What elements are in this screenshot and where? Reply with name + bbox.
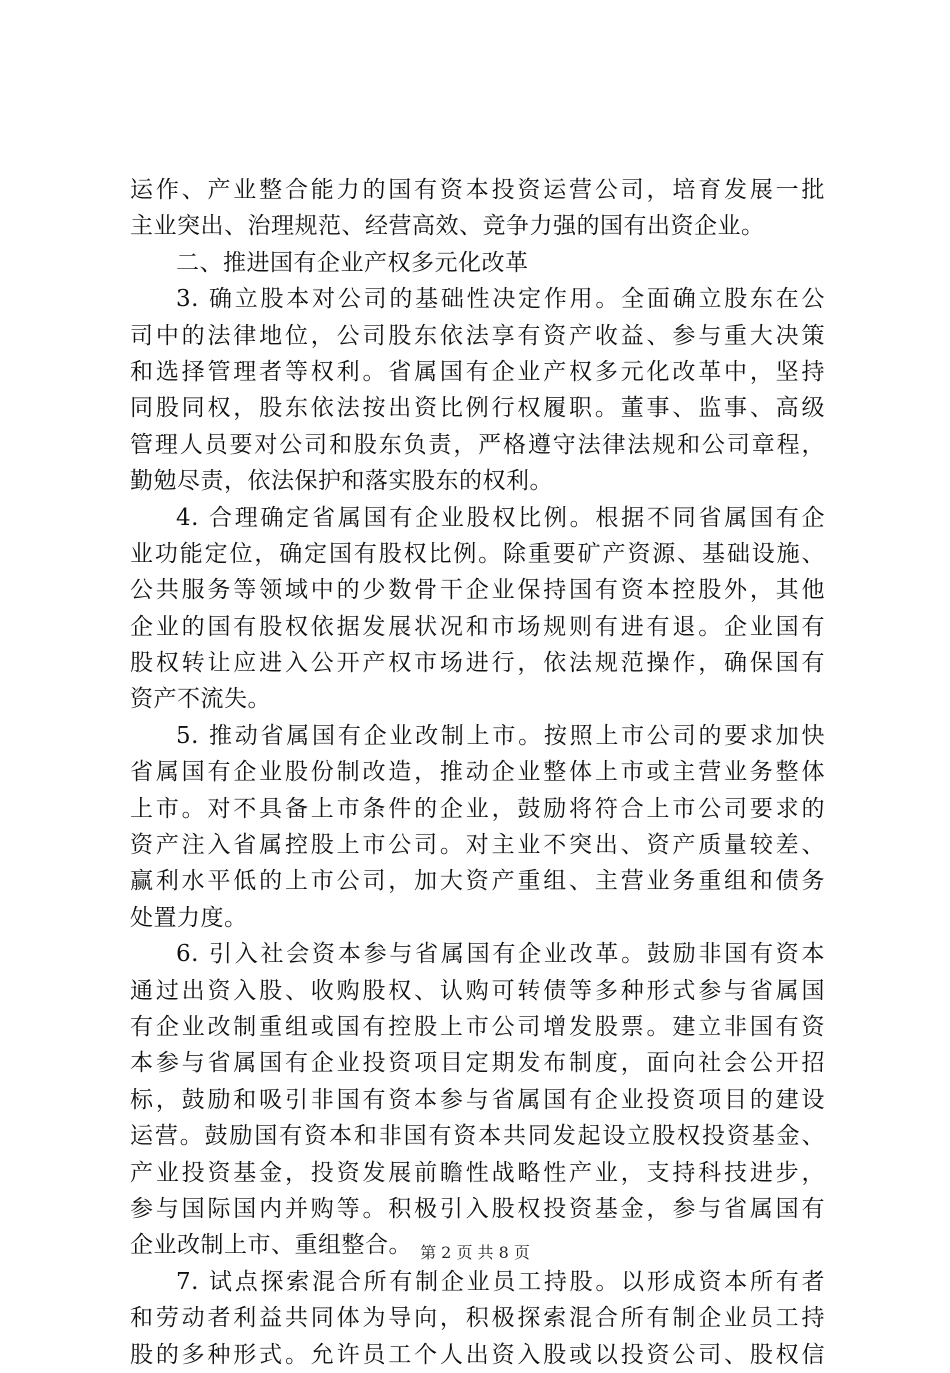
- text-line: 运营。鼓励国有资本和非国有资本共同发起设立股权投资基金、: [130, 1123, 825, 1150]
- text-line: 二、推进国有企业产权多元化改革: [176, 249, 529, 276]
- text-line: 资产不流失。: [130, 686, 271, 713]
- text-line: 标，鼓励和吸引非国有资本参与省属国有企业投资项目的建设: [130, 1086, 825, 1113]
- text-line: 企业改制上市、重组整合。: [130, 1232, 412, 1259]
- document-body: [130, 172, 825, 1373]
- text-line: 6. 引入社会资本参与省属国有企业改革。鼓励非国有资本: [176, 941, 825, 968]
- text-line: 省属国有企业股份制改造，推动企业整体上市或主营业务整体: [130, 759, 825, 786]
- text-line: 同股同权，股东依法按出资比例行权履职。董事、监事、高级: [130, 395, 825, 422]
- text-line: 7. 试点探索混合所有制企业员工持股。以形成资本所有者: [176, 1268, 825, 1295]
- text-line: 本参与省属国有企业投资项目定期发布制度，面向社会公开招: [130, 1050, 825, 1077]
- text-line: 企业的国有股权依据发展状况和市场规则有进有退。企业国有: [130, 613, 825, 640]
- text-line: 和劳动者利益共同体为导向，积极探索混合所有制企业员工持: [130, 1305, 825, 1332]
- text-line: 赢利水平低的上市公司，加大资产重组、主营业务重组和债务: [130, 868, 825, 895]
- text-line: 4. 合理确定省属国有企业股权比例。根据不同省属国有企: [176, 504, 825, 531]
- text-line: 股的多种形式。允许员工个人出资入股或以投资公司、股权信: [130, 1341, 825, 1368]
- text-line: 主业突出、治理规范、经营高效、竞争力强的国有出资企业。: [130, 213, 765, 240]
- text-line: 业功能定位，确定国有股权比例。除重要矿产资源、基础设施、: [130, 540, 825, 567]
- text-line: 5. 推动省属国有企业改制上市。按照上市公司的要求加快: [176, 722, 825, 749]
- text-line: 处置力度。: [130, 904, 248, 931]
- text-line: 和选择管理者等权利。省属国有企业产权多元化改革中，坚持: [130, 358, 825, 385]
- text-line: 司中的法律地位，公司股东依法享有资产收益、参与重大决策: [130, 322, 825, 349]
- page-footer: 第 2 页 共 8 页: [420, 1243, 530, 1262]
- text-line: 3. 确立股本对公司的基础性决定作用。全面确立股东在公: [176, 286, 825, 313]
- text-line: 运作、产业整合能力的国有资本投资运营公司，培育发展一批: [130, 177, 825, 203]
- text-line: 勤勉尽责，依法保护和落实股东的权利。: [130, 468, 553, 495]
- text-line: 上市。对不具备上市条件的企业，鼓励将符合上市公司要求的: [130, 795, 825, 822]
- text-line: 公共服务等领域中的少数骨干企业保持国有资本控股外，其他: [130, 577, 825, 604]
- text-line: 参与国际国内并购等。积极引入股权投资基金，参与省属国有: [130, 1195, 825, 1222]
- text-line: 股权转让应进入公开产权市场进行，依法规范操作，确保国有: [130, 650, 825, 677]
- text-line: 通过出资入股、收购股权、认购可转债等多种形式参与省属国: [130, 977, 825, 1004]
- text-line: 产业投资基金，投资发展前瞻性战略性产业，支持科技进步，: [130, 1159, 825, 1186]
- text-line: 有企业改制重组或国有控股上市公司增发股票。建立非国有资: [130, 1013, 825, 1040]
- text-line: 管理人员要对公司和股东负责，严格遵守法律法规和公司章程，: [130, 431, 825, 458]
- text-line: 资产注入省属控股上市公司。对主业不突出、资产质量较差、: [130, 832, 825, 859]
